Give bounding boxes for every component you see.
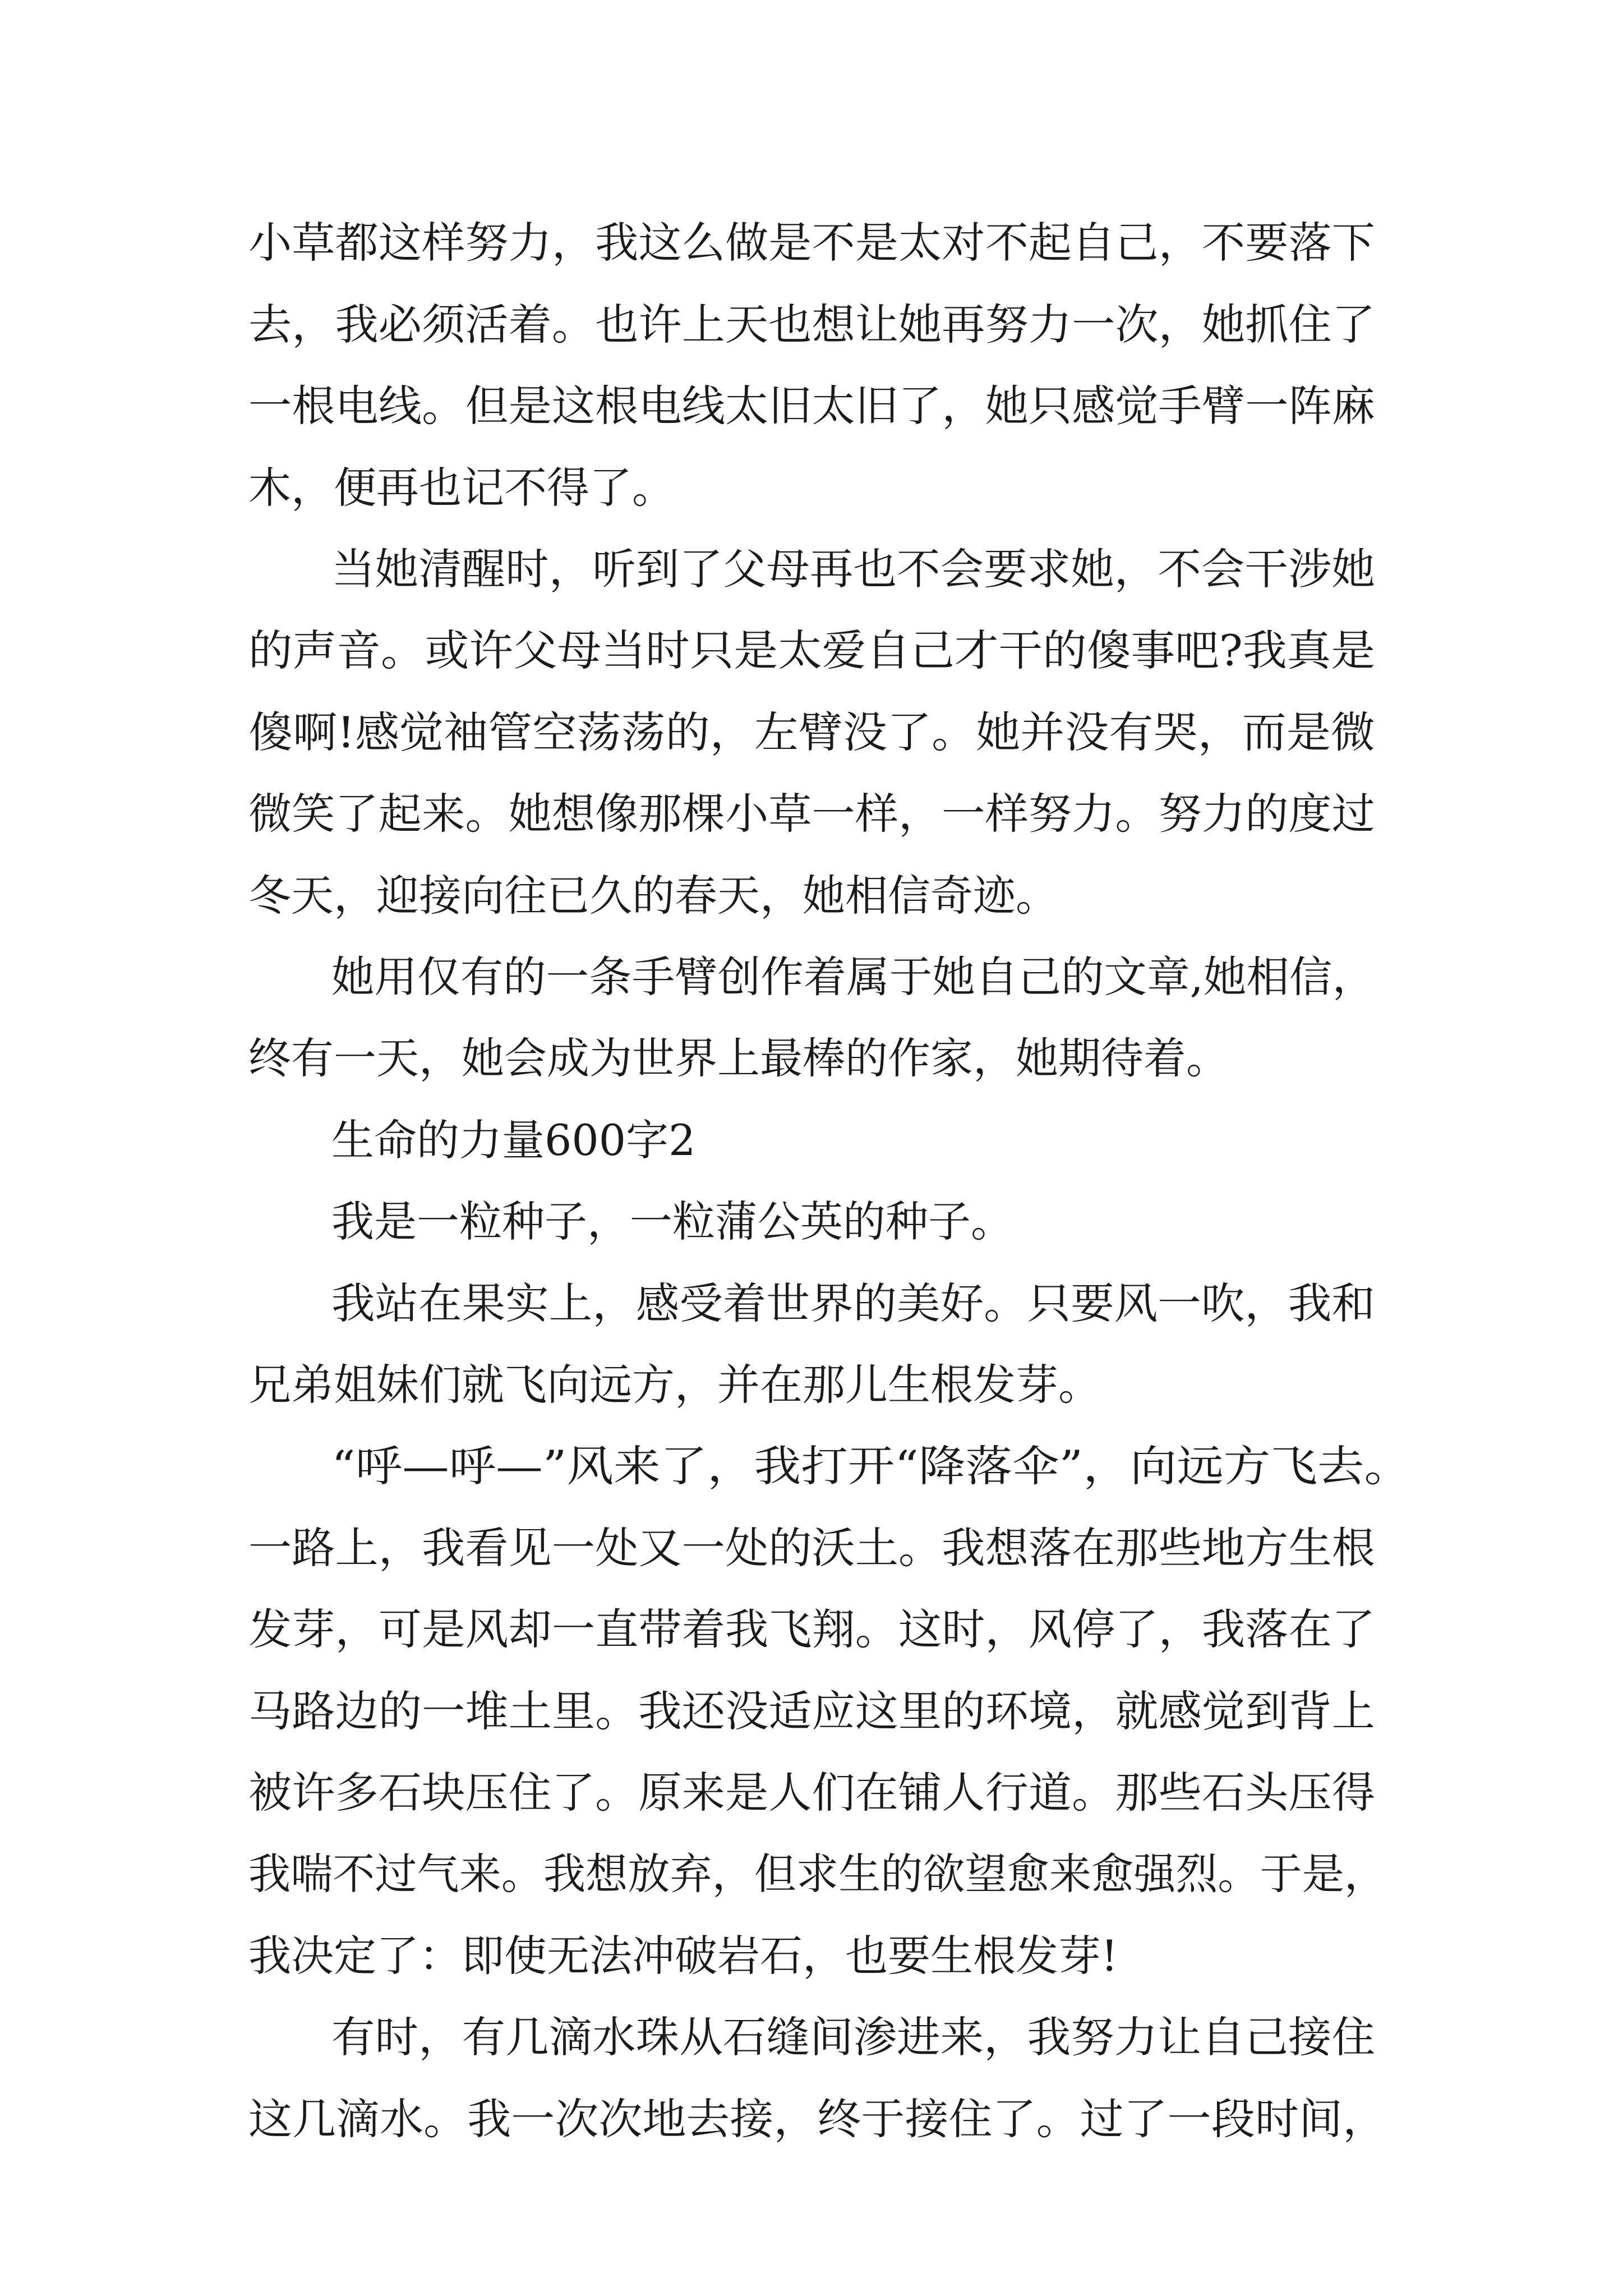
text-line-content: 这几滴水。我一次次地去接，终于接住了。过了一段时间， <box>248 2094 1386 2144</box>
text-line-content: 我喘不过气来。我想放弃，但求生的欲望愈来愈强烈。于是， <box>248 1849 1386 1899</box>
text-line <box>0 1591 1623 1668</box>
text-line <box>0 286 1623 364</box>
text-line <box>0 938 1623 1016</box>
text-line-content: 一根电线。但是这根电线太旧太旧了，她只感觉手臂一阵麻 <box>248 381 1375 431</box>
section-heading-text: 生命的力量600字2 <box>331 1115 696 1165</box>
text-line <box>0 1999 1623 2076</box>
text-line <box>0 612 1623 689</box>
text-line-content: 微笑了起来。她想像那棵小草一样，一样努力。努力的度过 <box>248 789 1375 839</box>
text-line-content: 马路边的一堆土里。我还没适应这里的环境，就感觉到背上 <box>248 1686 1375 1736</box>
text-line-content: 终有一天，她会成为世界上最棒的作家，她期待着。 <box>248 1033 1229 1083</box>
text-line <box>0 1020 1623 1097</box>
text-line-content: 去，我必须活着。也许上天也想让她再努力一次，她抓住了 <box>248 300 1375 349</box>
text-line-content: 我站在果实上，感受着世界的美好。只要风一吹，我和 <box>331 1278 1375 1328</box>
text-line <box>0 1510 1623 1587</box>
text-line <box>0 1346 1623 1424</box>
text-line <box>0 1428 1623 1505</box>
text-line <box>0 449 1623 527</box>
text-line-content: 木，便再也记不得了。 <box>248 463 675 513</box>
text-line-content: 的声音。或许父母当时只是太爱自己才干的傻事吧?我真是 <box>248 625 1375 675</box>
text-line-content: 小草都这样努力，我这么做是不是太对不起自己，不要落下 <box>248 218 1375 268</box>
text-line-content: 发芽，可是风却一直带着我飞翔。这时，风停了，我落在了 <box>248 1604 1375 1654</box>
text-line-content: 当她清醒时，听到了父母再也不会要求她，不会干涉她 <box>331 544 1375 594</box>
text-line <box>0 1673 1623 1750</box>
text-line-content: 有时，有几滴水珠从石缝间渗进来，我努力让自己接住 <box>331 2012 1375 2062</box>
text-line-content: 我决定了：即使无法冲破岩石，也要生根发芽! <box>248 1931 1118 1981</box>
text-line <box>0 1265 1623 1342</box>
text-line-content: 一路上，我看见一处又一处的沃土。我想落在那些地方生根 <box>248 1523 1375 1573</box>
text-line-content: 她用仅有的一条手臂创作着属于她自己的文章,她相信， <box>331 952 1375 1002</box>
text-line-content: 我是一粒种子，一粒蒲公英的种子。 <box>331 1197 1013 1246</box>
text-line <box>0 857 1623 935</box>
section-heading <box>0 1102 1623 1179</box>
text-line-content: “呼—呼—”风来了，我打开“降落伞”，向远方飞去。 <box>331 1441 1411 1491</box>
text-line <box>0 1917 1623 1995</box>
text-line <box>0 1835 1623 1913</box>
text-line <box>0 1183 1623 1260</box>
text-line-content: 冬天，迎接向往已久的春天，她相信奇迹。 <box>248 871 1058 921</box>
text-line <box>0 1754 1623 1832</box>
text-line <box>0 531 1623 608</box>
text-line-content: 傻啊!感觉袖管空荡荡的，左臂没了。她并没有哭，而是微 <box>248 707 1375 757</box>
text-line <box>0 2081 1623 2158</box>
text-line-content: 被许多石块压住了。原来是人们在铺人行道。那些石头压得 <box>248 1768 1375 1818</box>
text-line <box>0 694 1623 771</box>
text-line <box>0 775 1623 853</box>
text-line <box>0 204 1623 282</box>
text-line-content: 兄弟姐妹们就飞向远方，并在那儿生根发芽。 <box>248 1360 1101 1410</box>
text-line <box>0 367 1623 445</box>
